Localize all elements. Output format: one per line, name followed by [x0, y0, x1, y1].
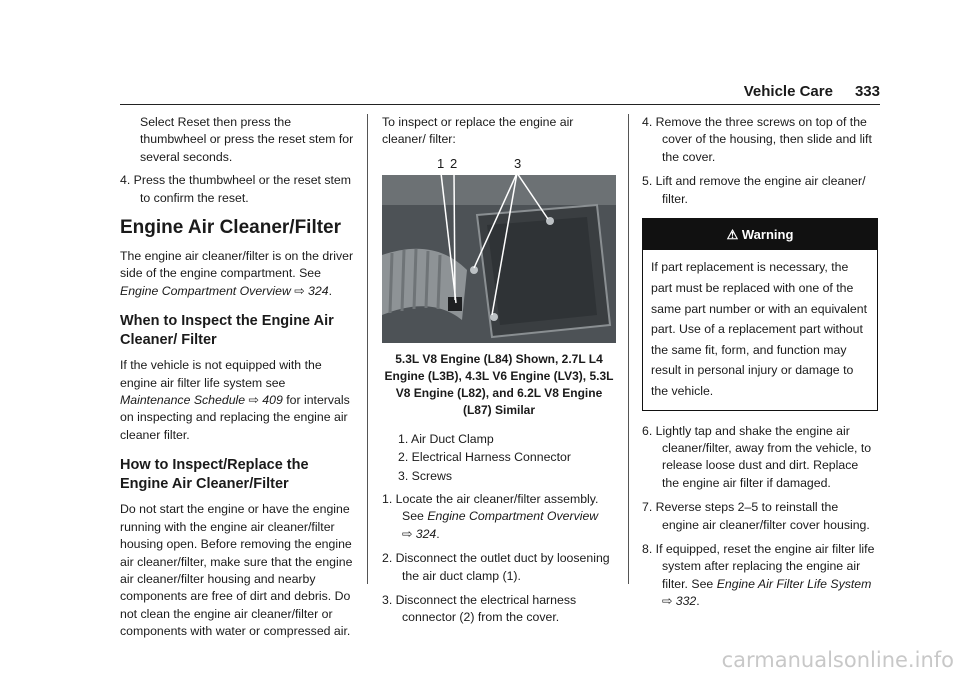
header-rule [120, 104, 880, 105]
page-ref-arrow-icon: ⇨ [402, 526, 413, 541]
step-7: 7. Reverse steps 2–5 to reinstall the engine air cleaner/filter cover housing. [642, 500, 870, 532]
page-ref-arrow-icon: ⇨ [248, 393, 259, 408]
step-6: 6. Lightly tap and shake the engine air cleaner/filter, away from the vehicle, to release loose dust and dirt. Replace the engine air filter if damaged. [642, 423, 872, 490]
step-3: 3. Disconnect the electrical harness connector (2) from the cover. [382, 593, 577, 625]
intro-paragraph: The engine air cleaner/filter is on the driver side of the engine compartment. See Engine Compartment Overview ⇨ 324. [120, 249, 354, 298]
column-1 [120, 114, 354, 647]
figure-callout-numbers [382, 155, 616, 171]
legend-item: 3. Screws [398, 468, 452, 483]
engine-illustration [382, 175, 616, 343]
callout-2: 2 [450, 155, 458, 171]
page-ref-arrow-icon: ⇨ [662, 594, 673, 609]
step-4-reset: 4. Press the thumbwheel or the reset stem to confirm the reset. [120, 173, 352, 205]
page-header [744, 83, 880, 100]
callout-1: 1 [437, 155, 445, 171]
xref-link[interactable]: Engine Air Filter Life System [716, 576, 872, 591]
step-8: 8. If equipped, reset the engine air filter life system after replacing the engine air filter. See Engine Air Filter Life System ⇨ 332. [642, 542, 875, 609]
xref-link[interactable]: Engine Compartment Overview [120, 283, 291, 298]
section-title: Vehicle Care [743, 83, 833, 100]
watermark: carmanualsonline.info [721, 648, 954, 672]
step-4: 4. Remove the three screws on top of the cover of the housing, then slide and lift the cover. [642, 115, 872, 164]
warning-text: If part replacement is necessary, the part must be replaced with one of the same part number or with an equivalent part. Use of a replacement part without the same fit, form, and function may result in personal injury or damage to the vehicle. [651, 260, 867, 398]
column-divider [628, 114, 629, 584]
procedure-intro: To inspect or replace the engine air cleaner/ filter: [382, 115, 574, 147]
continued-step-text: Select Reset then press the thumbwheel or press the reset stem for several seconds. [140, 115, 354, 164]
page-number: 333 [854, 83, 880, 100]
subheading-how: How to Inspect/Replace the Engine Air Cleaner/Filter [120, 457, 309, 493]
xref-link[interactable]: Maintenance Schedule [120, 393, 246, 408]
section-heading: Engine Air Cleaner/Filter [120, 217, 342, 239]
page-ref-arrow-icon: ⇨ [294, 283, 305, 298]
column-divider [367, 114, 368, 584]
column-3 [642, 114, 878, 618]
callout-3: 3 [514, 155, 522, 171]
step-2: 2. Disconnect the outlet duct by loosening the air duct clamp (1). [382, 551, 610, 583]
xref-page[interactable]: 324 [308, 283, 329, 298]
warning-icon: ⚠ [726, 227, 739, 243]
figure-caption: 5.3L V8 Engine (L84) Shown, 2.7L L4 Engine (L3B), 4.3L V6 Engine (LV3), 5.3L V8 Engine (L82), and 6.2L V8 Engine (L87) Similar [384, 351, 614, 417]
how-paragraph: Do not start the engine or have the engine running with the engine air cleaner/filter housing open. Before removing the engine air cleaner/filter, make sure that the engine air cleaner/filter housing and nearby components are free of dirt and debris. Do not clean the engine air cleaner/filter or components with water or compressed air. [120, 502, 353, 639]
figure-legend [382, 431, 616, 485]
warning-title: Warning [741, 227, 794, 243]
subheading-when: When to Inspect the Engine Air Cleaner/ Filter [120, 313, 334, 349]
xref-page[interactable]: 324 [415, 526, 437, 541]
legend-item: 1. Air Duct Clamp [398, 431, 494, 446]
step-1: 1. Locate the air cleaner/filter assembly. See Engine Compartment Overview ⇨ 324. [382, 492, 599, 541]
xref-link[interactable]: Engine Compartment Overview [427, 509, 599, 524]
when-paragraph: If the vehicle is not equipped with the engine air filter life system see Maintenance Schedule ⇨ 409 for intervals on inspecting and replacing the engine air cleaner filter. [120, 358, 350, 442]
legend-item: 2. Electrical Harness Connector [398, 450, 571, 465]
xref-page[interactable]: 409 [262, 393, 283, 408]
column-2 [382, 114, 616, 634]
xref-page[interactable]: 332 [675, 594, 697, 609]
warning-box [642, 218, 878, 411]
engine-air-cleaner-photo [382, 175, 616, 343]
step-5: 5. Lift and remove the engine air cleaner/ filter. [642, 174, 866, 206]
warning-header [643, 219, 877, 250]
